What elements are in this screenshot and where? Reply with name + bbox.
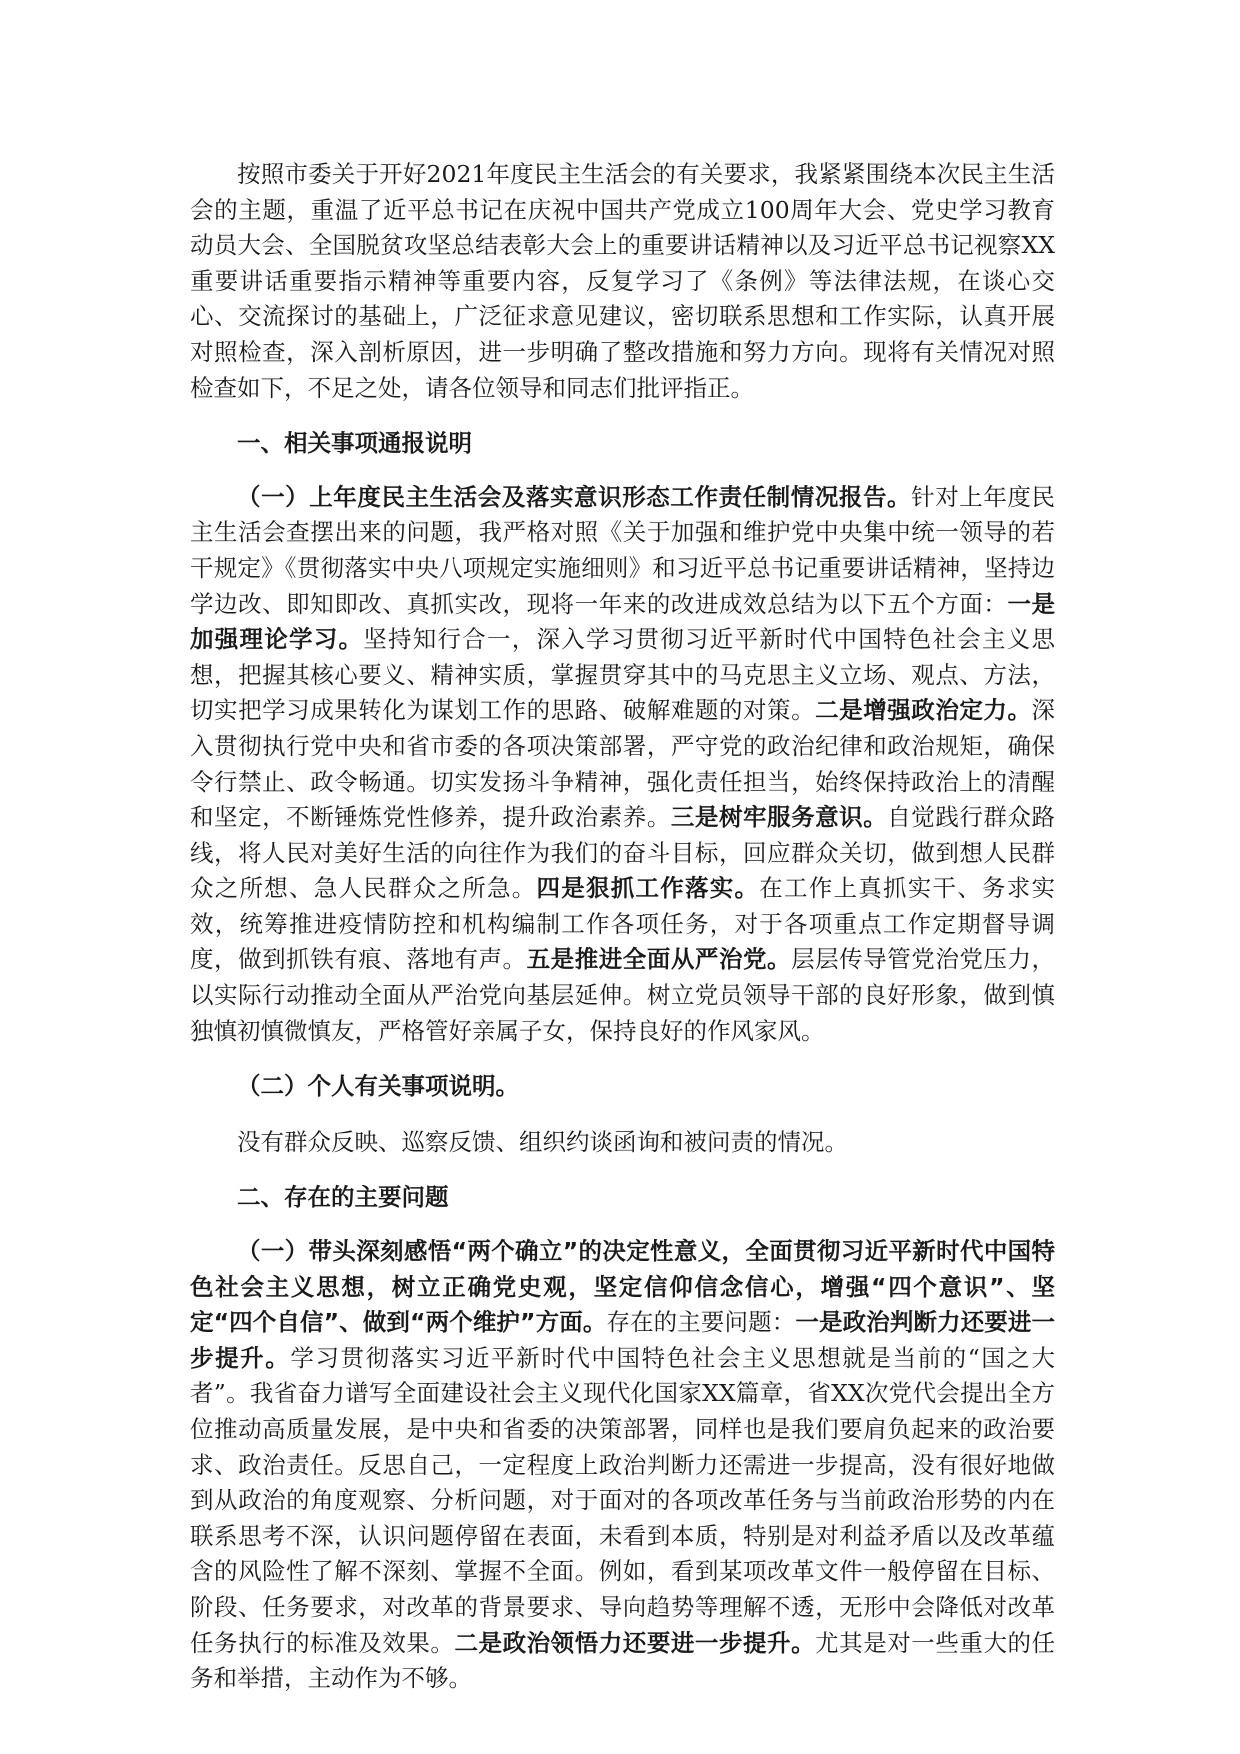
document-page — [190, 157, 1055, 1697]
item2-text: 深入贯彻执行党中央和省市委的各项决策部署，严守党的政治纪律和政治规矩，确保令行禁止、政令畅通。切实发扬斗争精神，强化责任担当，始终保持政治上的清醒和坚定，不断锤炼党性修养，提升政治素养。 — [190, 696, 1056, 832]
item3-text: 自觉践行群众路线，将人民对美好生活的向往作为我们的奋斗目标，回应群众关切，做到想人民群众之所想、急人民群众之所急。 — [190, 803, 1056, 903]
section2-sub1-paragraph — [190, 1234, 1055, 1697]
section1-sub2-title: （二）个人有关事项说明。 — [237, 1072, 519, 1101]
item4-text: 在工作上真抓实干、务求实效，统筹推进疫情防控和机构编制工作各项任务，对于各项重点工作定期督导调度，做到抓铁有痕、落地有声。 — [190, 874, 1055, 974]
section2-sub1-title: （一）带头深刻感悟“两个确立”的决定性意义，全面贯彻习近平新时代中国特色社会主义思想，树立正确党史观，坚定信仰信念信心，增强“四个意识”、坚定“四个自信”、做到“两个维护”方面。 — [190, 1237, 1055, 1337]
item1-text: 坚持知行合一，深入学习贯彻习近平新时代中国特色社会主义思想，把握其核心要义、精神实质，掌握贯穿其中的马克思主义立场、观点、方法，切实把学习成果转化为谋划工作的思路、破解难题的对策。 — [190, 625, 1055, 725]
section2-item1-text: 学习贯彻落实习近平新时代中国特色社会主义思想就是当前的“国之大者”。我省奋力谱写全面建设社会主义现代化国家XX篇章，省XX次党代会提出全方位推动高质量发展，是中央和省委的决策部署，同样也是我们要肩负起来的政治要求、政治责任。反思自己，一定程度上政治判断力还需进一步提高，没有很好地做到从政治的角度观察、分析问题，对于面对的各项改革任务与当前政治形势的内在联系思考不深，认识问题停留在表面，未看到本质，特别是对利益矛盾以及改革蕴含的风险性了解不深刻、掌握不全面。例如，看到某项改革文件一般停留在目标、阶段、任务要求，对改革的背景要求、导向趋势等理解不透，无形中会降低对改革任务执行的标准及效果。 — [190, 1343, 1056, 1657]
section2-sub1-lead: 存在的主要问题： — [606, 1308, 796, 1337]
item4-title: 四是狠抓工作落实。 — [536, 874, 760, 903]
section1-sub1-paragraph — [190, 480, 1055, 1050]
section1-sub1-lead: 针对上年度民主生活会查摆出来的问题，我严格对照《关于加强和维护党中央集中统一领导的若干规定》《贯彻落实中央八项规定实施细则》和习近平总书记重要讲话精神，坚持边学边改、即知即改、真抓实改，现将一年来的改进成效总结为以下五个方面： — [190, 482, 1056, 618]
item2-title: 二是增强政治定力。 — [815, 696, 1032, 725]
section1-sub2-text: 没有群众反映、巡察反馈、组织约谈函询和被问责的情况。 — [237, 1127, 848, 1156]
item3-title: 三是树牢服务意识。 — [670, 803, 888, 832]
section2-item2-text: 尤其是对一些重大的任务和举措，主动作为不够。 — [190, 1628, 1056, 1693]
item5-title: 五是推进全面从严治党。 — [526, 945, 792, 974]
item1-title: 一是加强理论学习。 — [190, 589, 1056, 654]
section2-heading: 二、存在的主要问题 — [237, 1183, 449, 1212]
section1-heading: 一、相关事项通报说明 — [237, 429, 472, 458]
section2-item2-title: 二是政治领悟力还要进一步提升。 — [454, 1628, 816, 1657]
item5-text: 层层传导管党治党压力，以实际行动推动全面从严治党向基层延伸。树立党员领导干部的良好形象，做到慎独慎初慎微慎友，严格管好亲属子女，保持良好的作风家风。 — [190, 945, 1056, 1045]
intro-paragraph: 按照市委关于开好2021年度民主生活会的有关要求，我紧紧围绕本次民主生活会的主题，重温了近平总书记在庆祝中国共产党成立100周年大会、党史学习教育动员大会、全国脱贫攻坚总结表彰大会上的重要讲话精神以及习近平总书记视察XX重要讲话重要指示精神等重要内容，反复学习了《条例》等法律法规，在谈心交心、交流探讨的基础上，广泛征求意见建议，密切联系思想和工作实际，认真开展对照检查，深入剖析原因，进一步明确了整改措施和努力方向。现将有关情况对照检查如下，不足之处，请各位领导和同志们批评指正。 — [190, 160, 1055, 402]
section1-sub1-title: （一）上年度民主生活会及落实意识形态工作责任制情况报告。 — [237, 482, 912, 511]
section2-item1-title: 一是政治判断力还要进一步提升。 — [190, 1308, 1056, 1372]
